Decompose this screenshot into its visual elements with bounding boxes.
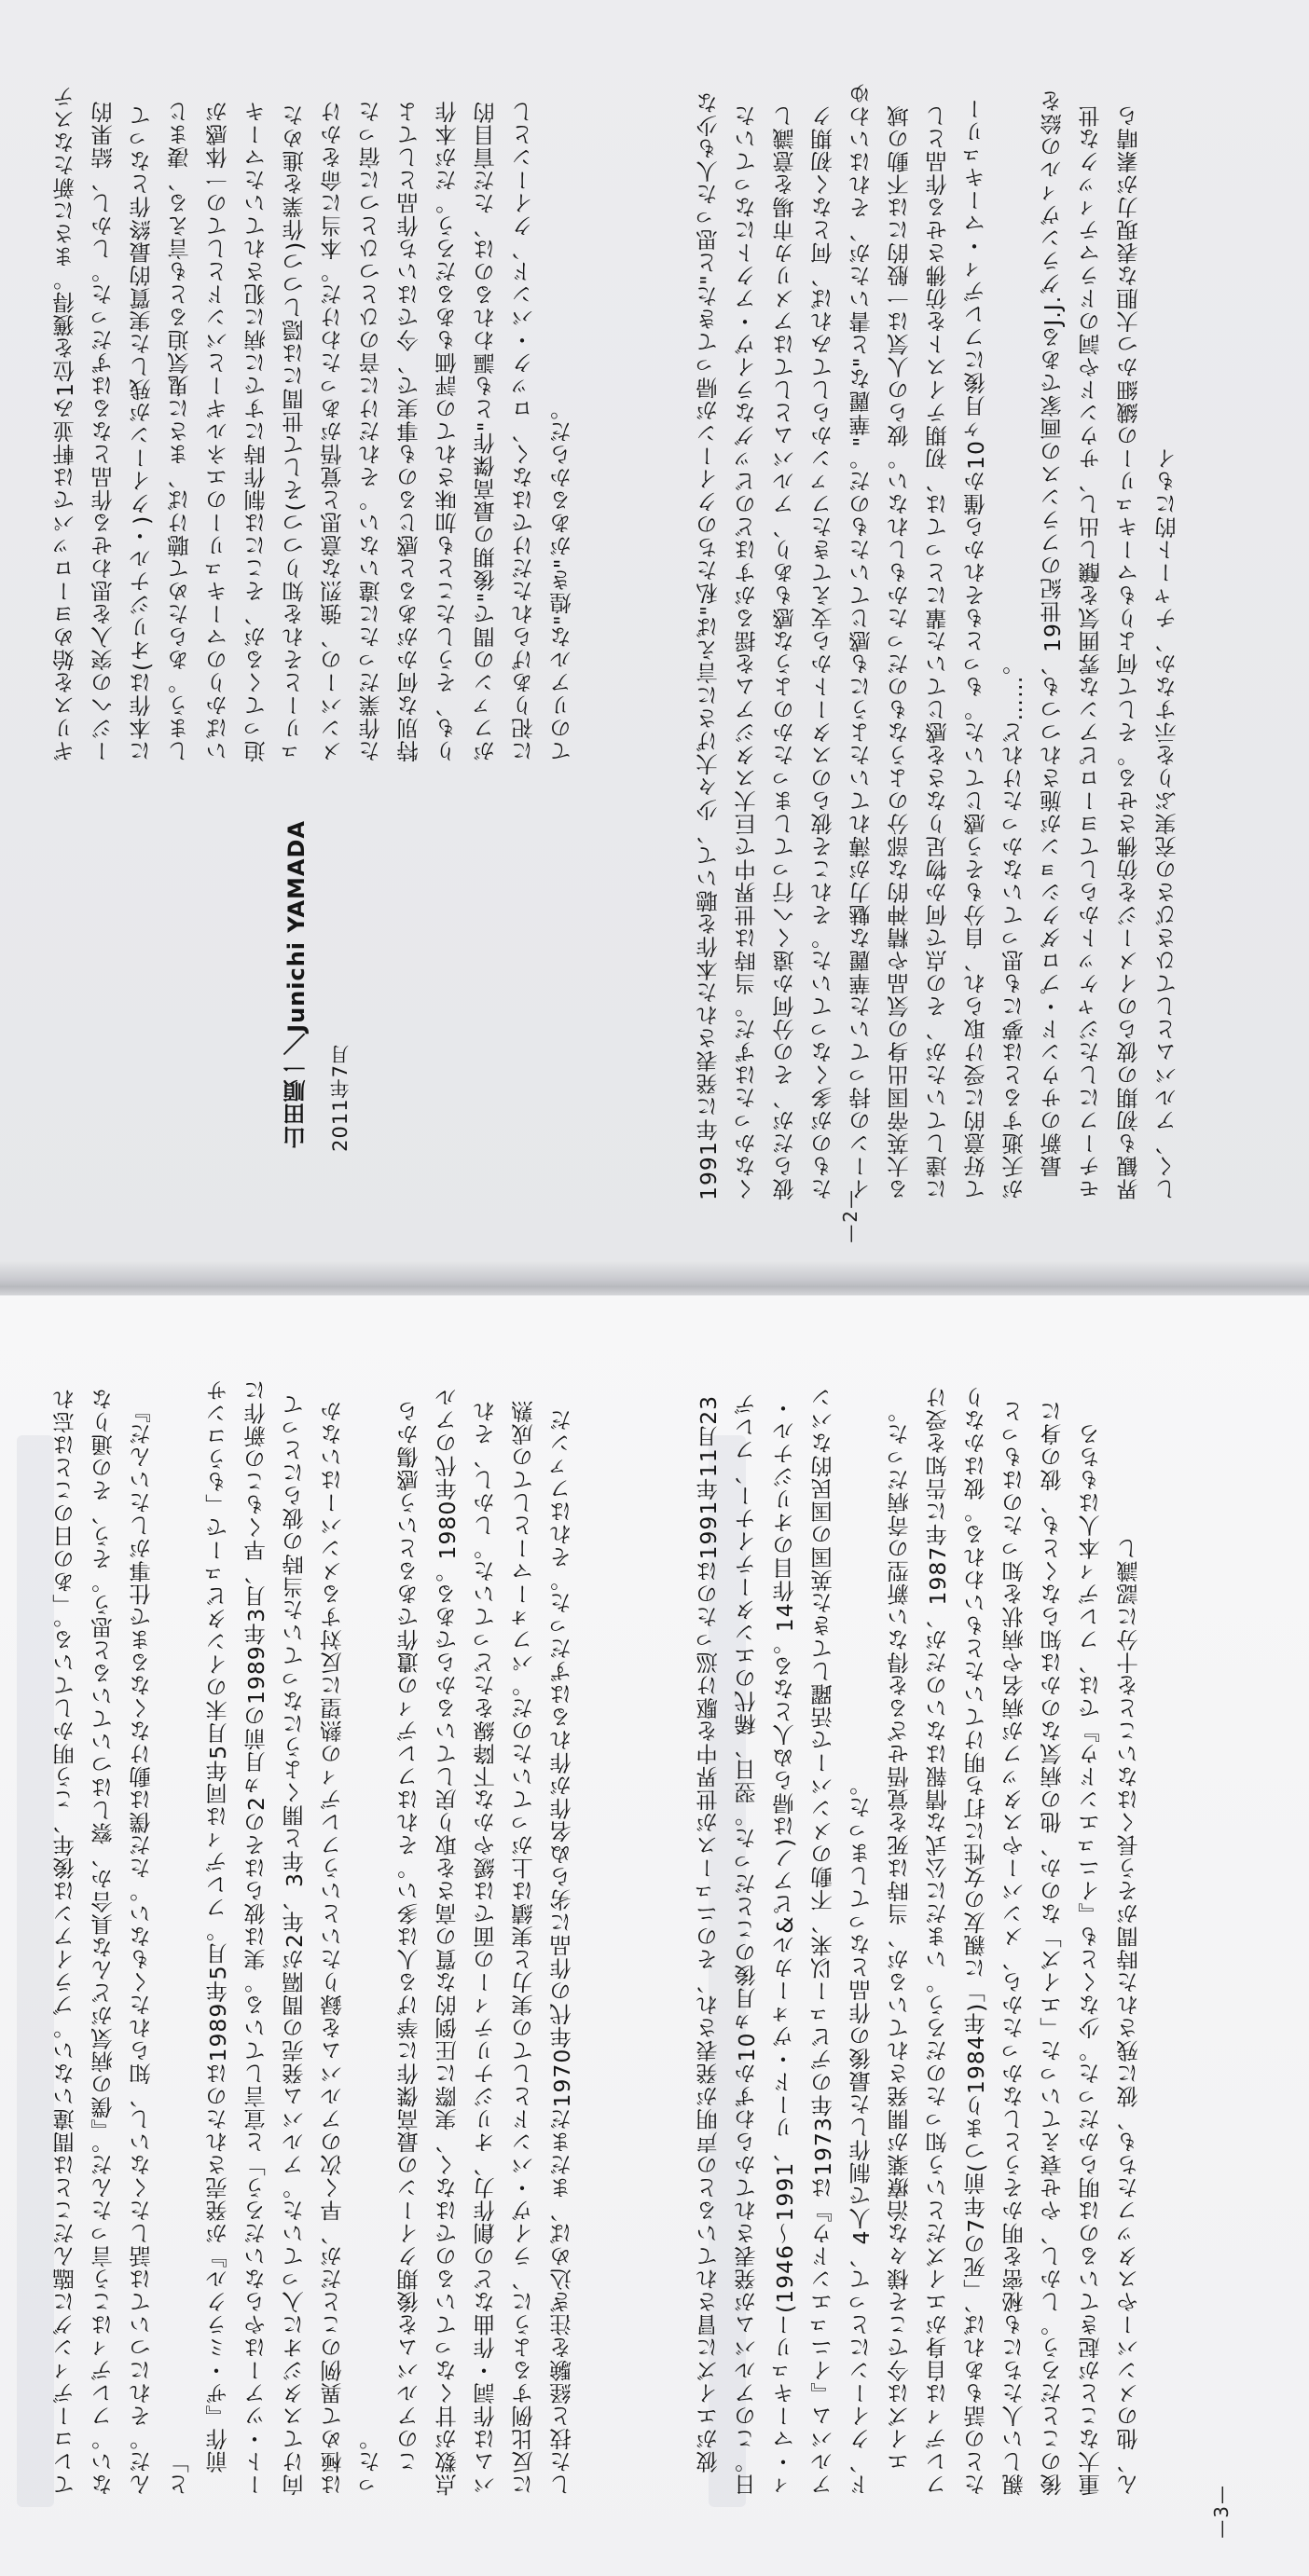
page-number-2: —2—: [839, 1188, 861, 1243]
author-signature: 山田順一／Junichi YAMADA: [283, 820, 310, 1149]
date-line: 2011年7月: [329, 1044, 351, 1152]
page3-text-column-left: てレコーディングに臨んだことは間違いない。ブライアンは後年、こう明かしている。「あの日のことは忘れない。フレディはこう言ったんだ。『僕の病気がどんな具合か、察しはついていると思う。そう、その通りなんだ。それについては話したくないし、知られたくもない。ただ僕は動けなくなるまで仕事がしたいんだ』と」 前作『ザ・ミラクル』が発売されたのは1989年5月。フレディは同年5月末のインタビューで「もうコンサート・ツアーはやらないだろう」と宣言している。実は彼らはその2ヵ月前の1989年3月、早くもこの新作に向けてスタジオに入っていた。アルバム発売の間隔が2年、3年と開くようになっていた当時の彼らにとっては極めて異例のことだが、早く次のアルバムを録りたいというフレディの熱望に反対するメンバーはいなかった。 このアルバムを後期クイーンの最高傑作に挙げる人は多い。それはフレディの遺作であるという感傷から点数が甘くなっているのではなく、実際に圧倒的な質の高さを取り戻しているからである。1980年代のアルバムは作詞・作曲などの創作力、オリジナリティーの面では緩やかな下降線をたどっていた。しかし、それに反比例するように、ライヴ・バンドとしての実力と実績は上がっていたのだ。パフォーマーとしての成熟した技と経験を注ぎ込めば、まだまだ1970年代の作品に劣らぬ名作が作れるはずだった。それはファンだ: [52, 1378, 575, 2496]
booklet-page-2: [0, 0, 1309, 1286]
page2-text-column-left: ギリスを始めヨーロッパでは軒並み1位を獲得。まさに新たなステージへの突入を思わせる作品となるはずだった。しかし、結果的に本作は(オリジナル・)クイーンが残した実質的最終作となってしまう。あらためて聴けば、まさに鬼気迫るとも言える、凄まじいばかりのマーキュリーのエネルギーとバンドとしての一体感が迫ってくるが、そこには制作時にすでに病に犯されていたマーキュリーとそれを知りつつ(そして世間には隠しつつ)作業を進めたメンバーの、強烈な意思と覚悟があったわけだ。本当に命をかけた作業だったに違いない。それだけに音のひとつひとつに宿った特別な何かがあると感じるのも事実で、今ではいち作品としてよりも、そうしたことも加味されての評価もあるだろう。だが本作がファンの間で"後期の最高傑作"とも謳われるのは、ただ盲目的に祀りあげられただけではなく、ロック・バンド、クイーンとしてのリアルな"煌き"があるからだ。: [52, 85, 575, 762]
page3-text-column-right: 彼がエイズに冒されているとの声明が発表され、そのニュースが世界中を駆け巡ったのは1991年11月23日。このアルバムが発表されてからわずか10ヵ月後のことだった。翌日、稀代のエンターテイナー、フレディ・マーキュリー(1946〜1991、リード・ヴォーカル&ピアノ)は帰らぬ人となる。14作目のオリジナル・アルバム『イニュエンドウ』は1973年のデビュー以来、不動のメンバーで活躍してきた英国の国民的なバンド、クイーンにとって、4人で制作した最後の作品となってしまった。 エイズは今でこそ様々な治療薬が開発されているが、当時は死を覚悟せざるを得ない新型の奇病だった。フレディは自身がエイズだという知ったのだろう。いまだに公式な情報はないのだが、1987年に告知を受けたとの話もあれば、「死の7年前(つまり1984年)」に親友の女性に打ち明けていたともいわれる。彼はかなり親しい人たちにも秘密を明かそうとしなかったから、メンバーやスタッフが病名や病状を知ったのはもっと後のことだろう。しかし、やせ衰えていった「エイズ」なのか、他の病気なのかは知らなくとも、彼の身に重大なことが起きているのは明らかだった。少なくとも『イニュエンドウ』では、フレディ本人はもちろん、他のメンバーやスタッフたちも、彼に残された時間がそう長くはないことを十分に認識し: [696, 1386, 1142, 2496]
page-number-3: —3—: [1210, 2484, 1233, 2539]
booklet-page-3: [0, 1295, 1309, 2576]
page2-text-column-right: 1991年に発表された本作を聴いて、少々大げさに言えば"私たちのクイーンが帰ってきた"と思った人も少なくなかったはずだ。当時は世界中で巨大スタジアムを揺るがすほどのビッグなライヴ・アクトになっていた彼らだが、その分何か遠くへ行ってしまったかのような感もあり、アルバムとしてはアメリカ市場を意識したものが多くなっていた。それこそ彼らのスタートから支えてきたファンからしてみれば、何となく初期クイーンの持っていた華麗な魅力が薄れていたようにも感じていたものだ。"華麗な"と書いたが、それはいわゆる大英帝国出身の気品や精神的な部分のようなものだったかもしれない。彼らの人気は一般的には不動の域に達していたが、その点で何か物足りなさを感じていた輩にとっては、初期テイストを彷彿させる作品として好意的に受け取られ、自分もそう感じていた。もっともそれから僅か10ヶ月後にフレディ・マーキュリーが夭逝するとは夢にも思っていなかったけれど……。 最新のサウンド・プロダクションが施されつつも、19世紀のフランスの画家であるJ.J.グランヴィルの絵をモチーフにしたジャケットからしてヨーロピアンな雰囲気を醸し出し、サウンドや詞のドラマティックな世界観も初期の彼らのイメージを彷彿させる。そして何よりもマーキュリーの繊細かつ大胆な表現力が素晴らしく、アルバムとしてひさびさの充実ぶりを示すなか、チャート的にもイ: [696, 82, 1180, 1200]
